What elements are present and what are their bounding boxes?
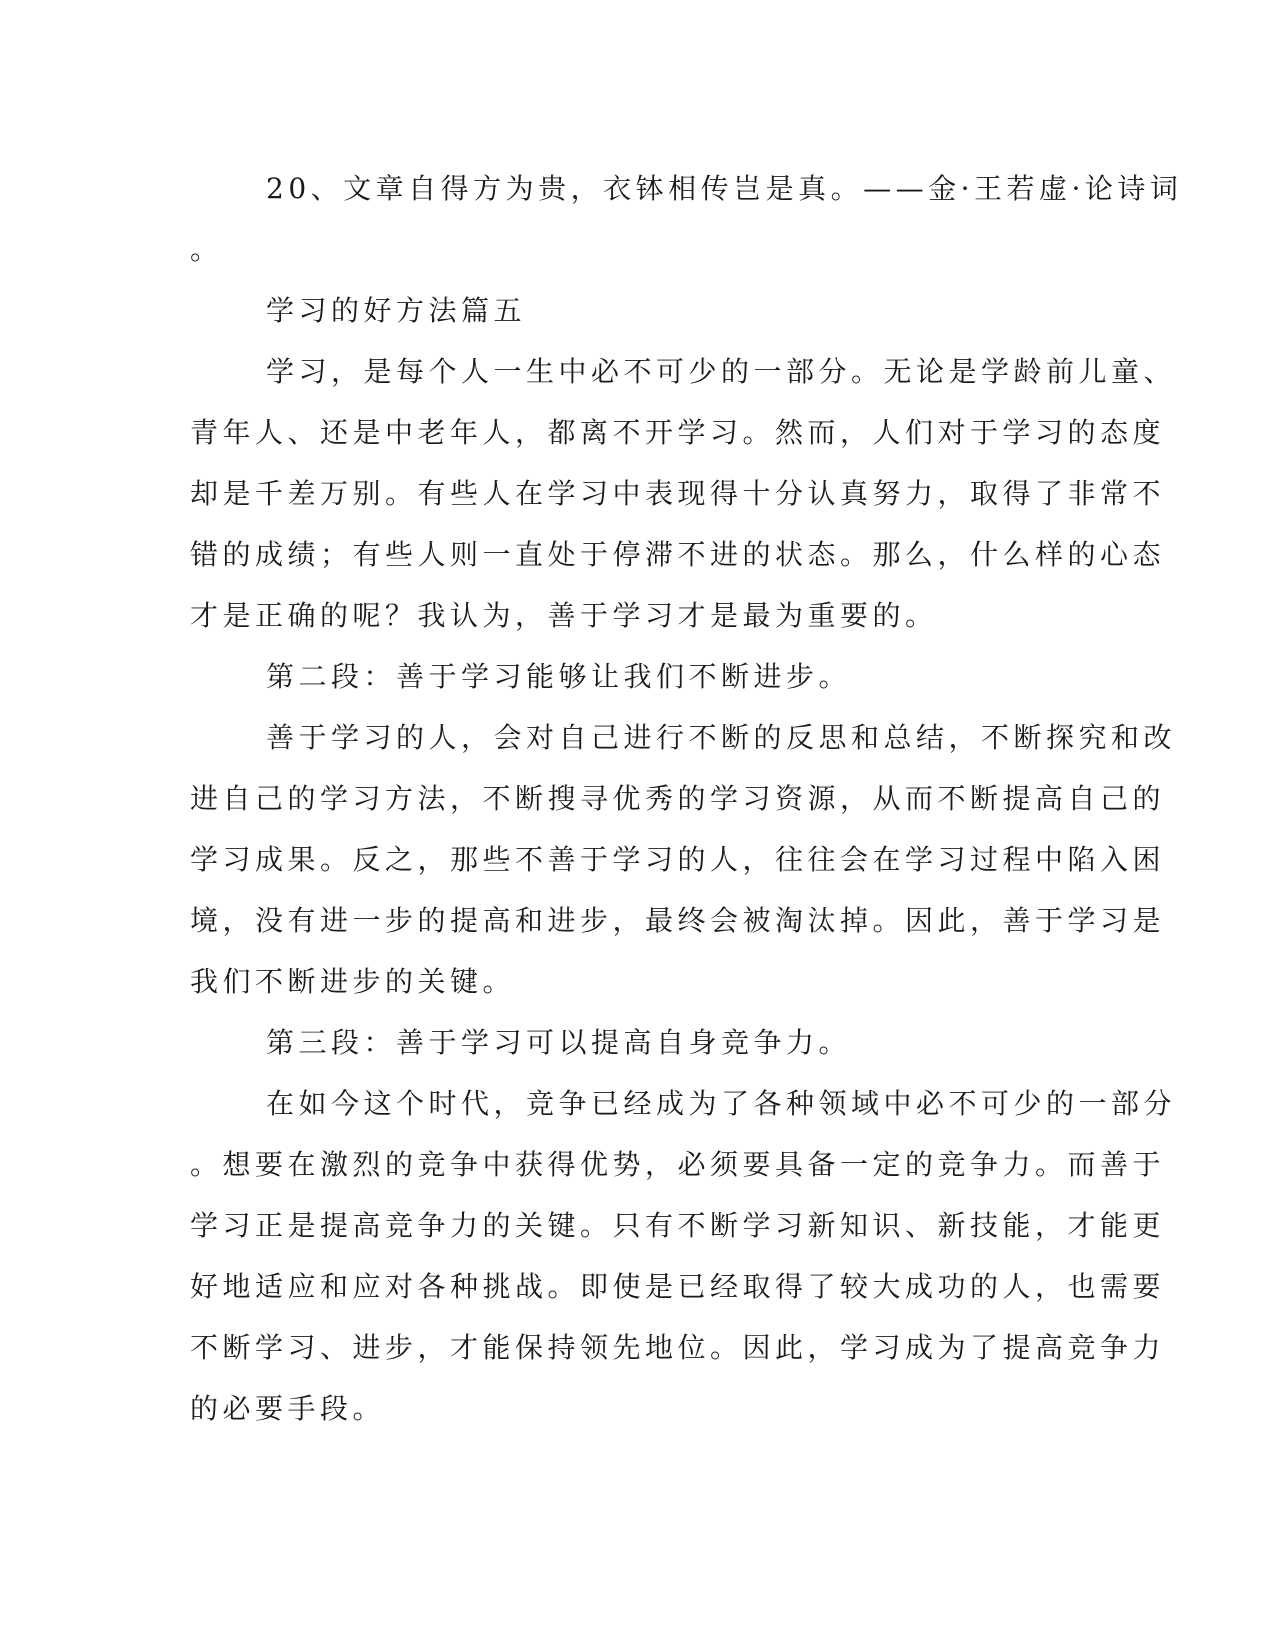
paragraph-line: 善于学习的人，会对自己进行不断的反思和总结，不断探究和改 [266,721,1177,754]
paragraph-line: 的必要手段。 [190,1392,386,1425]
paragraph-line: 进自己的学习方法，不断搜寻优秀的学习资源，从而不断提高自己的 [190,782,1166,815]
paragraph-line: 境，没有进一步的提高和进步，最终会被淘汰掉。因此，善于学习是 [190,904,1166,937]
paragraph-line: 错的成绩；有些人则一直处于停滞不进的状态。那么，什么样的心态 [190,538,1166,571]
paragraph-line: 却是千差万别。有些人在学习中表现得十分认真努力，取得了非常不 [190,477,1166,510]
paragraph-line: 才是正确的呢？我认为，善于学习才是最为重要的。 [190,599,938,632]
quote-line-continuation: 。 [190,233,223,266]
paragraph-line: 学习成果。反之，那些不善于学习的人，往往会在学习过程中陷入困 [190,843,1166,876]
section-heading: 第二段：善于学习能够让我们不断进步。 [266,660,852,693]
document-body [190,158,1183,1439]
paragraph-line: 青年人、还是中老年人，都离不开学习。然而，人们对于学习的态度 [190,416,1166,449]
paragraph-line: 我们不断进步的关键。 [190,965,516,998]
paragraph-line: 不断学习、进步，才能保持领先地位。因此，学习成为了提高竞争力 [190,1331,1166,1364]
paragraph-line: 好地适应和应对各种挑战。即使是已经取得了较大成功的人，也需要 [190,1270,1166,1303]
paragraph-line: 在如今这个时代，竞争已经成为了各种领域中必不可少的一部分 [266,1087,1177,1120]
quote-line: 20、文章自得方为贵，衣钵相传岂是真。——金·王若虚·论诗词 [266,172,1183,205]
section-heading: 学习的好方法篇五 [266,294,527,327]
paragraph-line: 。想要在激烈的竞争中获得优势，必须要具备一定的竞争力。而善于 [190,1148,1166,1181]
paragraph-line: 学习正是提高竞争力的关键。只有不断学习新知识、新技能，才能更 [190,1209,1166,1242]
paragraph-line: 学习，是每个人一生中必不可少的一部分。无论是学龄前儿童、 [266,355,1177,388]
section-heading: 第三段：善于学习可以提高自身竞争力。 [266,1026,852,1059]
